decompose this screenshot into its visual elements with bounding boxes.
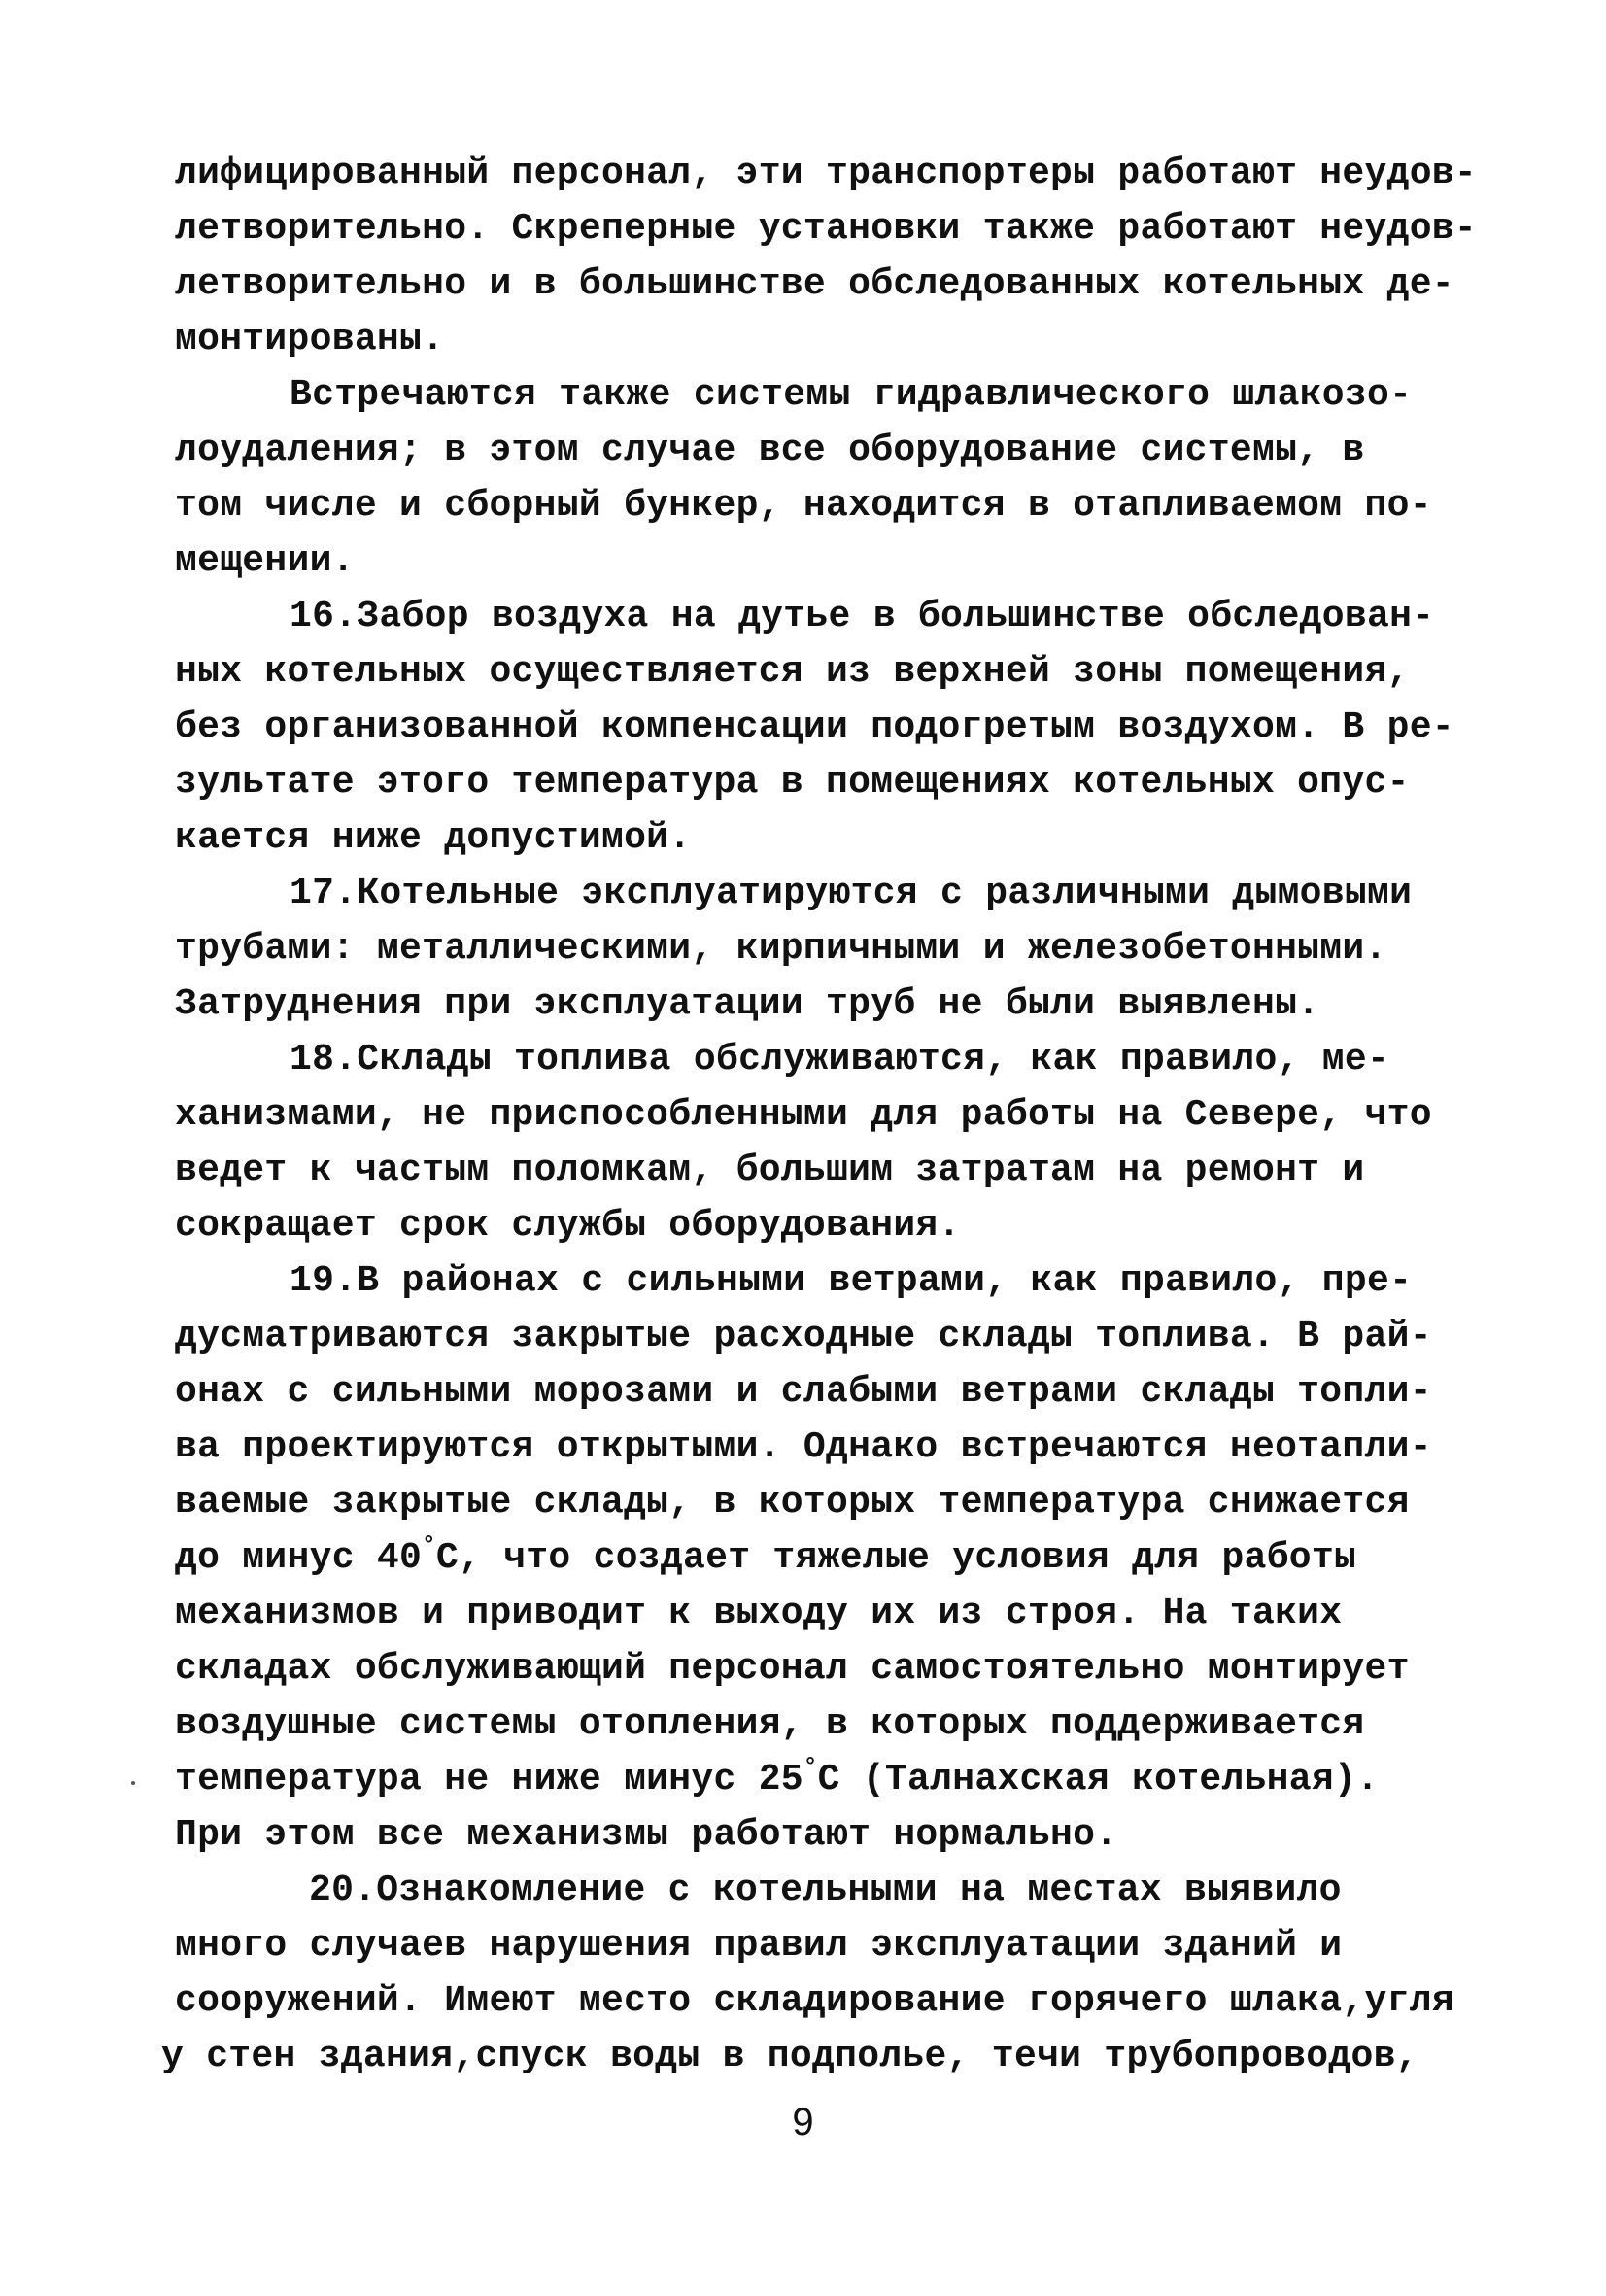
text-line: лифицированный персонал, эти транспортеры работают неудов- — [175, 153, 1478, 194]
paragraph-17-start: 17.Котельные эксплуатируются с различными дымовыми — [290, 873, 1413, 914]
scan-speck — [131, 1781, 135, 1785]
text-line: складах обслуживающий персонал самостоятельно монтирует — [175, 1648, 1410, 1690]
text-line: ваемые закрытые склады, в которых температура снижается — [175, 1482, 1410, 1524]
page-number: 9 — [792, 2101, 814, 2143]
text-line: механизмов и приводит к выходу их из строя. На таких — [175, 1593, 1343, 1634]
text-line: монтированы. — [175, 319, 445, 360]
text-line: летворительно и в большинстве обследованных котельных де- — [175, 263, 1454, 305]
text-segment: температура не ниже минус 25 — [175, 1759, 803, 1800]
text-line: у стен здания,спуск воды в подполье, течи трубопроводов, — [161, 2036, 1418, 2077]
paragraph-start: Встречаются также системы гидравлического шлакозо- — [290, 374, 1413, 416]
degree-superscript: ° — [422, 1533, 436, 1559]
text-line: ведет к частым поломкам, большим затратам на ремонт и — [175, 1149, 1365, 1191]
text-line: без организованной компенсации подогретым воздухом. В ре- — [175, 706, 1454, 748]
text-line: мещении. — [175, 540, 355, 582]
text-line: сооружений. Имеют место складирование горячего шлака,угля — [175, 1980, 1454, 2022]
paragraph-19-start: 19.В районах с сильными ветрами, как правило, пре- — [290, 1260, 1413, 1302]
paragraph-16-start: 16.Забор воздуха на дутье в большинстве обследован- — [290, 596, 1435, 637]
text-line: ных котельных осуществляется из верхней зоны помещения, — [175, 651, 1410, 693]
text-line: ханизмами, не приспособленными для работы на Севере, что — [175, 1094, 1432, 1136]
text-line-temperature-25 — [175, 1752, 1467, 1807]
text-line: воздушные системы отопления, в которых поддерживается — [175, 1703, 1365, 1745]
body-text — [161, 146, 1478, 2084]
text-segment: С (Талнахская котельная). — [817, 1759, 1380, 1800]
text-line: трубами: металлическими, кирпичными и железобетонными. — [175, 928, 1387, 970]
text-line: сокращает срок службы оборудования. — [175, 1205, 961, 1247]
text-line: кается ниже допустимой. — [175, 817, 692, 859]
text-line-temperature-40 — [175, 1530, 1467, 1586]
paragraph-20-start: 20.Ознакомление с котельными на местах выявило — [309, 1869, 1342, 1911]
text-line: Затруднения при эксплуатации труб не были выявлены. — [175, 983, 1320, 1025]
text-line: том числе и сборный бункер, находится в отапливаемом по- — [175, 485, 1432, 527]
text-line: дусматриваются закрытые расходные склады топлива. В рай- — [175, 1316, 1432, 1357]
text-line: зультате этого температура в помещениях котельных опус- — [175, 762, 1410, 804]
text-line: онах с сильными морозами и слабыми ветрами склады топли- — [175, 1371, 1432, 1413]
text-line: летворительно. Скреперные установки также работают неудов- — [175, 208, 1478, 250]
text-line: ва проектируются открытыми. Однако встречаются неотапли- — [175, 1426, 1432, 1468]
text-line: лоудаления; в этом случае все оборудование системы, в — [175, 429, 1365, 471]
text-segment: до минус 40 — [175, 1537, 423, 1579]
paragraph-18-start: 18.Склады топлива обслуживаются, как правило, ме- — [290, 1039, 1390, 1080]
degree-superscript: ° — [803, 1755, 818, 1781]
text-segment: С, что создает тяжелые условия для работы — [435, 1537, 1357, 1579]
text-line: много случаев нарушения правил эксплуатации зданий и — [175, 1925, 1343, 1967]
text-line: При этом все механизмы работают нормально. — [175, 1814, 1118, 1856]
